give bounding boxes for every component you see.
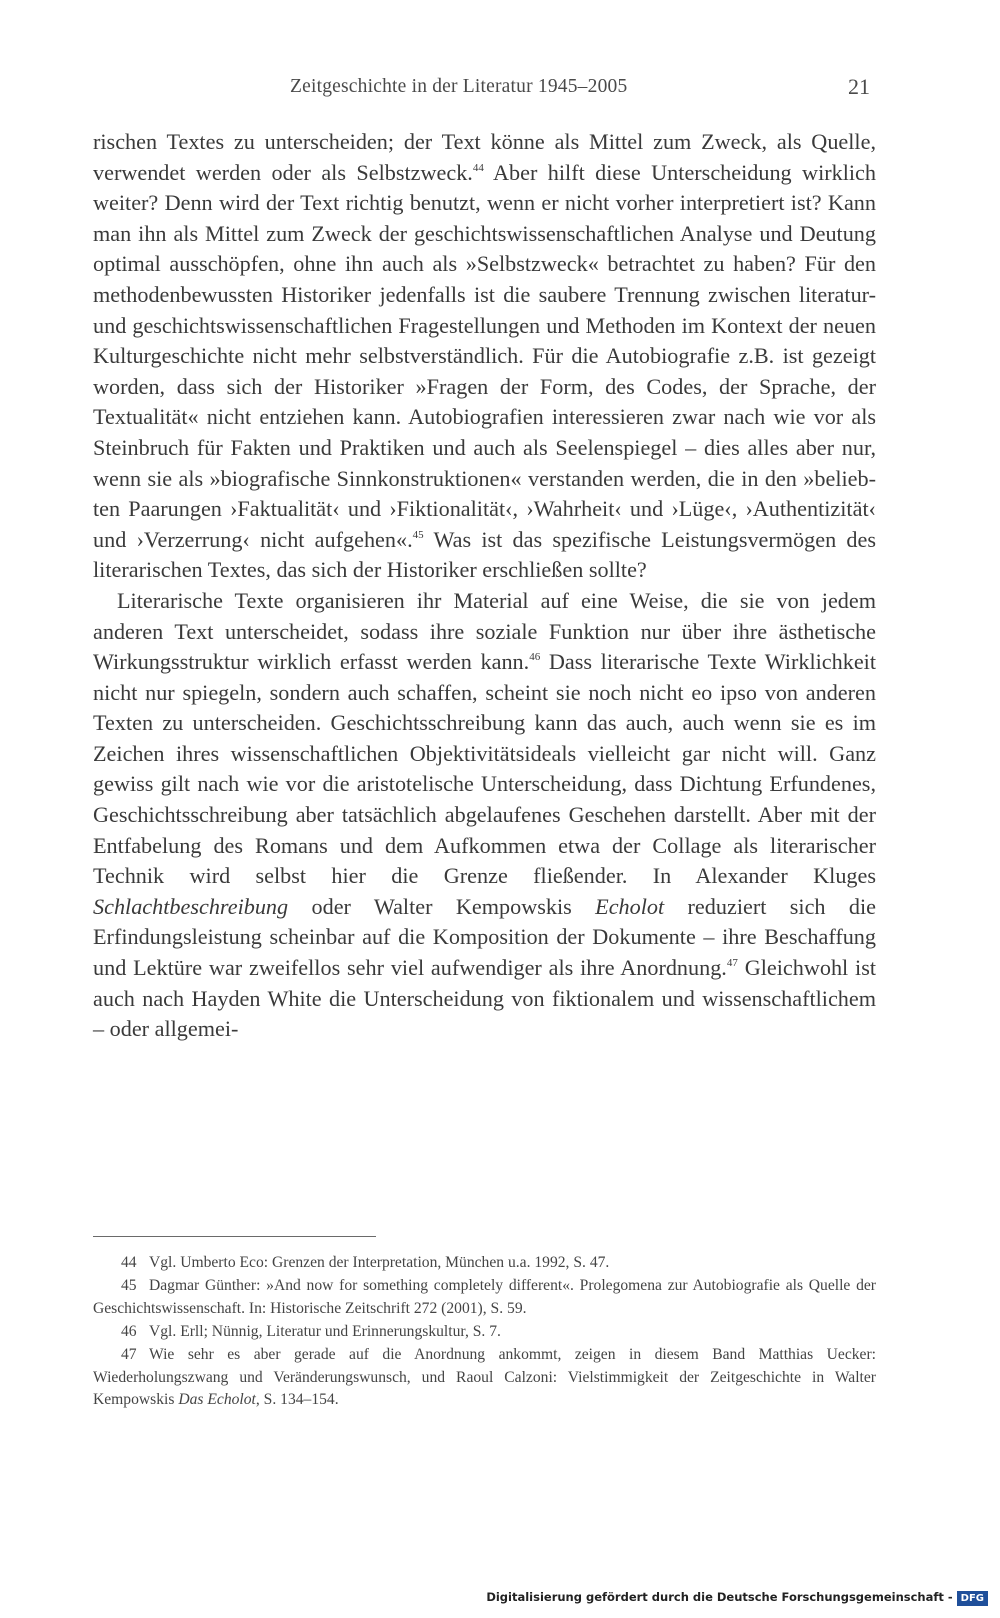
text-run: Vgl. Erll; Nünnig, Literatur und Erinnerungskultur, S. 7. (149, 1322, 501, 1340)
footnote-number: 44 (121, 1254, 137, 1271)
footnote-number: 46 (121, 1322, 137, 1340)
italic-title: Das Echolot (178, 1390, 256, 1408)
text-run: reduziert sich die Erfindungsleistung scheinbar auf die Komposition der Dokumente – ihre Beschaffung und Lektüre war zweifellos sehr viel aufwendiger als ihre Anordnung. (93, 893, 876, 981)
text-run: Vgl. Umberto Eco: Grenzen der Interpretation, München u.a. 1992, S. 47. (149, 1254, 610, 1271)
italic-title: Echolot (595, 893, 665, 919)
paragraph (93, 127, 876, 586)
text-run: Literarische Texte organisieren ihr Material auf eine Weise, die sie von jedem anderen Text unterscheidet, sodass ihre soziale Funktion nur über ihre ästhetische Wirkungsstruktur wirklich erfasst werden kann. (93, 587, 876, 675)
body-text (93, 127, 876, 1045)
footnote-marker: 47 (726, 957, 738, 970)
text-run: oder Walter Kempowskis (288, 893, 596, 919)
text-run: Dagmar Günther: »And now for something completely different«. Prolegomena zur Autobiografie als Quelle der Geschichtswissenschaft. In: Historische Zeitschrift 272 (2001), S. 59. (93, 1277, 876, 1317)
text-run: Aber hilft diese Unterscheidung wirklich weiter? Denn wird der Text richtig benutzt, wenn er nicht vorher interpretiert ist? Kann man ihn als Mittel zum Zweck der geschichtswissenschaftlichen Analyse und Deutung optimal ausschöpfen, ohne ihn auch als »Selbstzweck« betrachtet zu haben? Für den methodenbewussten Historiker jedenfalls ist die saubere Trennung zwischen literatur- und geschichtswissenschaftlichen Fragestellungen und Methoden im Kontext der neuen Kulturgeschichte nicht mehr selbstverständlich. Für die Autobiografie z.B. ist gezeigt worden, dass sich der Historiker »Fragen der Form, des Codes, der Sprache, der Textualität« nicht entziehen kann. Autobiografien interessieren zwar nach wie vor als Steinbruch für Fakten und Praktiken und auch als Seelenspiegel – dies alles aber nur, wenn sie als »biografische Sinnkonstruktionen« verstanden werden, die in den »beliebten Paarungen ›Faktualität‹ und ›Fiktionalität‹, ›Wahrheit‹ und ›Lüge‹, ›Authentizität‹ und ›Verzerrung‹ nicht aufgehen«. (93, 159, 876, 552)
page-number: 21 (848, 74, 870, 99)
text-run: Gleichwohl ist auch nach Hayden White die Unterscheidung von fiktionalem und wissenschaftlichem – oder allgemei- (93, 955, 877, 1042)
footnote-marker: 45 (412, 528, 424, 541)
footnotes (93, 1252, 876, 1412)
dfg-logo: DFG (957, 1591, 988, 1606)
digitization-banner (486, 1590, 988, 1606)
digitization-note: Digitalisierung gefördert durch die Deutsche Forschungsgemeinschaft - (486, 1590, 953, 1604)
footnote (93, 1275, 876, 1319)
text-run: , S. 134–154. (255, 1390, 339, 1408)
text-run: rischen Textes zu unterscheiden; der Text könne als Mittel zum Zweck, als Quelle, verwendet werden oder als Selbstzweck. (93, 129, 876, 185)
running-head: Zeitgeschichte in der Literatur 1945–2005 (290, 76, 628, 97)
text-run: Was ist das spezifische Leistungsvermögen des literarischen Textes, das sich der Historiker erschließen sollte? (93, 526, 876, 583)
text-run: Dass literarische Texte Wirklichkeit nicht nur spiegeln, sondern auch schaffen, scheint sie noch nicht eo ipso von anderen Texten zu unterscheiden. Geschichtsschreibung kann das auch, auch wenn sie es im Zeichen ihres wissenschaftlichen Objektivitätsideals vielleicht gar nicht will. Ganz gewiss gilt nach wie vor die aristotelische Unterscheidung, dass Dichtung Erfundenes, Geschichtsschreibung aber tatsächlich abgelaufenes Geschehen darstellt. Aber mit der Entfabelung des Romans und dem Aufkommen etwa der Collage als literarischer Technik wird selbst hier die Grenze fließender. In Alexander Kluges (93, 649, 876, 889)
footnote-marker: 44 (472, 161, 484, 174)
footnote-rule (93, 1236, 376, 1237)
footnote (93, 1252, 876, 1274)
footnote (93, 1321, 876, 1343)
footnote-number: 47 (121, 1346, 137, 1364)
footnote (93, 1344, 876, 1411)
italic-title: Schlachtbeschreibung (93, 893, 289, 919)
footnote-number: 45 (121, 1277, 137, 1295)
text-run: Wie sehr es aber gerade auf die Anordnung ankommt, zeigen in diesem Band Matthias Uecker: Wiederholungszwang und Veränderungswunsch, und Raoul Calzoni: Vielstimmigkeit der Zeitgeschichte in Walter Kempowskis (93, 1346, 876, 1408)
paragraph (93, 586, 876, 1045)
footnote-marker: 46 (529, 651, 541, 664)
